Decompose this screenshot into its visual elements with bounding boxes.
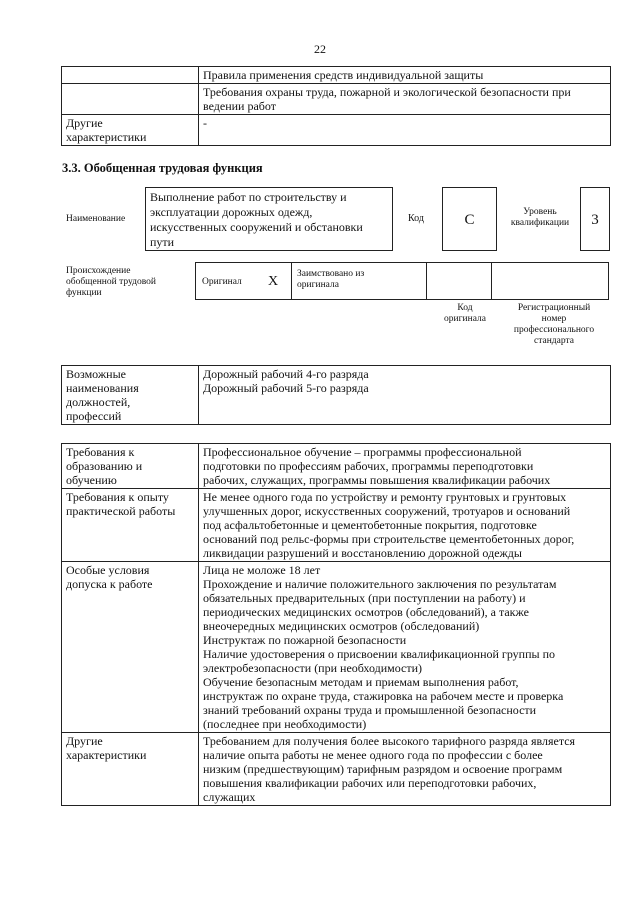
text-line: Правила применения средств индивидуальной защиты <box>203 68 484 82</box>
original-label: Оригинал <box>202 277 242 287</box>
row-label <box>62 84 199 115</box>
text-line: рабочих, служащих, программы повышения квалификации рабочих <box>203 473 551 487</box>
borrowed-label: Заимствовано из оригинала <box>297 269 365 290</box>
row-label: Другие характеристики <box>62 115 199 146</box>
origin-label: Происхождение обобщенной трудовой функции <box>66 266 156 298</box>
name-label: Наименование <box>66 214 126 224</box>
table-row <box>62 562 611 733</box>
text-line: - <box>203 116 207 130</box>
origin-borrowed-cell <box>291 262 427 300</box>
text-line: улучшенных дорог, искусственных сооружений, тротуаров и оснований <box>203 504 571 518</box>
table-row <box>62 489 611 562</box>
origin-row <box>195 262 610 300</box>
row-value <box>199 562 611 733</box>
text-line: Требования охраны труда, пожарной и экологической безопасности при <box>203 85 571 99</box>
code-label: Код <box>408 213 424 224</box>
table-row <box>62 733 611 806</box>
code-caption: Код оригинала <box>444 303 486 324</box>
text-line: оснований под рельс-формы при строительстве цементобетонных дорог, <box>203 532 575 546</box>
text-line: Прохождение и наличие положительного заключения по результатам <box>203 577 557 591</box>
text-line: Обучение безопасным методам и приемам выполнения работ, <box>203 675 519 689</box>
qualification-level: 3 <box>580 187 610 251</box>
text-line: ликвидации разрушений и восстановлению дорожной одежды <box>203 546 522 560</box>
row-label: Требования к образованию и обучению <box>62 444 199 489</box>
section-title: 3.3. Обобщенная трудовая функция <box>62 161 263 175</box>
reg-caption: Регистрационный номер профессионального стандарта <box>513 303 595 346</box>
original-mark: X <box>268 274 279 289</box>
row-value <box>199 489 611 562</box>
origin-reg-cell <box>491 262 609 300</box>
text-line: внеочередных медицинских осмотров (обследований) <box>203 619 480 633</box>
table-row <box>62 444 611 489</box>
top-table <box>61 66 611 146</box>
row-value <box>199 84 611 115</box>
text-line: Лица не моложе 18 лет <box>203 563 321 577</box>
positions-table <box>61 365 611 425</box>
text-line: обязательных предварительных (при поступлении на работу) и <box>203 591 526 605</box>
requirements-table <box>61 443 611 806</box>
level-label: Уровень квалификации <box>510 207 570 228</box>
origin-original-cell <box>195 262 292 300</box>
row-label: Требования к опыту практической работы <box>62 489 199 562</box>
text-line: электробезопасности (при необходимости) <box>203 661 423 675</box>
text-line: Требованием для получения более высокого тарифного разряда является <box>203 734 576 748</box>
text-line: служащих <box>203 790 256 804</box>
text-line: подготовки по профессиям рабочих, программы переподготовки <box>203 459 534 473</box>
row-value <box>199 733 611 806</box>
text-line: наличие опыта работы не менее одного года по профессии с более <box>203 748 543 762</box>
text-line: Инструктаж по пожарной безопасности <box>203 633 407 647</box>
table-row <box>62 366 611 425</box>
text-line: (последнее при необходимости) <box>203 717 367 731</box>
text-line: Дорожный рабочий 4-го разряда <box>203 367 369 381</box>
text-line: низким (предшествующим) тарифным разрядом и освоение программ <box>203 762 563 776</box>
page-number: 22 <box>314 42 326 56</box>
text-line: под асфальтобетонные и цементобетонные покрытия, подготовке <box>203 518 537 532</box>
row-label: Возможные наименования должностей, профессий <box>62 366 199 425</box>
table-row <box>62 84 611 115</box>
row-label: Особые условия допуска к работе <box>62 562 199 733</box>
table-row <box>62 67 611 84</box>
row-value <box>199 366 611 425</box>
text-line: Не менее одного года по устройству и ремонту грунтовых и грунтовых <box>203 490 567 504</box>
text-line: повышения квалификации рабочих или переподготовки рабочих, <box>203 776 537 790</box>
function-code: C <box>442 187 497 251</box>
row-label: Другие характеристики <box>62 733 199 806</box>
origin-code-cell <box>426 262 492 300</box>
function-name: Выполнение работ по строительству и эксплуатации дорожных одежд, искусственных сооружений и обстановки пути <box>145 187 393 251</box>
text-line: ведении работ <box>203 99 276 113</box>
text-line: инструктаж по охране труда, стажировка на рабочем месте и проверка <box>203 689 564 703</box>
row-value <box>199 115 611 146</box>
text-line: знаний требований охраны труда и промышленной безопасности <box>203 703 537 717</box>
row-label <box>62 67 199 84</box>
text-line: Дорожный рабочий 5-го разряда <box>203 381 369 395</box>
row-value <box>199 444 611 489</box>
text-line: Профессиональное обучение – программы профессиональной <box>203 445 522 459</box>
row-value <box>199 67 611 84</box>
text-line: Наличие удостоверения о присвоении квалификационной группы по <box>203 647 556 661</box>
text-line: периодических медицинских осмотров (обследований), а также <box>203 605 529 619</box>
table-row <box>62 115 611 146</box>
